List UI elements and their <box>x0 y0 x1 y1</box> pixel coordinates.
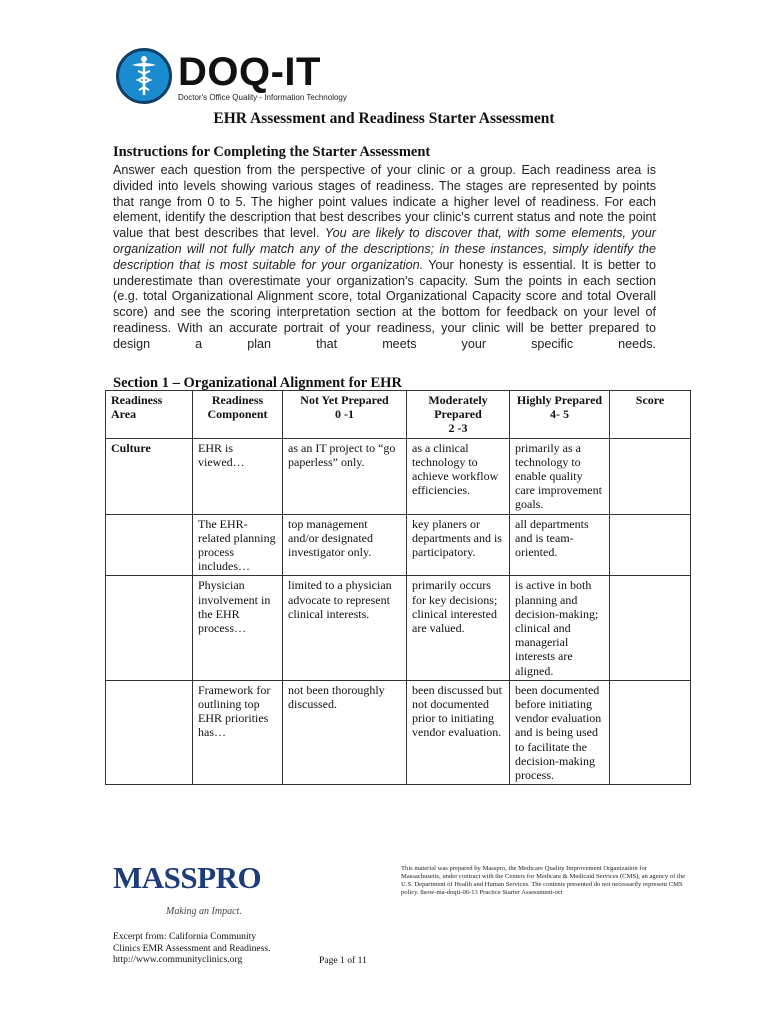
cell-score[interactable] <box>610 438 691 514</box>
cell-component: Physician involvement in the EHR process… <box>193 576 283 680</box>
section-title: Section 1 – Organizational Alignment for EHR <box>113 375 402 391</box>
cell-not-yet: not been thoroughly discussed. <box>283 680 407 784</box>
table-header-row <box>106 391 691 439</box>
header-not-yet-prepared <box>283 391 407 439</box>
doq-it-logo <box>116 48 356 108</box>
document-title: EHR Assessment and Readiness Starter Assessment <box>213 110 555 127</box>
header-score: Score <box>610 391 691 439</box>
masspro-logo: MASSPRO <box>113 860 262 895</box>
assessment-table <box>105 390 691 785</box>
logo-wordmark: DOQ-IT <box>178 50 321 94</box>
cell-high: all departments and is team-oriented. <box>510 514 610 576</box>
not-yet-range: 0 -1 <box>335 407 354 422</box>
cell-not-yet: top management and/or designated investigator only. <box>283 514 407 576</box>
caduceus-icon <box>116 48 172 104</box>
moderate-label: Moderately Prepared <box>428 393 488 422</box>
high-range: 4- 5 <box>550 407 569 422</box>
table-row <box>106 576 691 680</box>
cell-high: primarily as a technology to enable quality care improvement goals. <box>510 438 610 514</box>
cell-not-yet: limited to a physician advocate to represent clinical interests. <box>283 576 407 680</box>
moderate-range: 2 -3 <box>448 421 468 436</box>
header-readiness-area: Readiness Area <box>106 391 193 439</box>
cell-moderate: primarily occurs for key decisions; clinical interested are valued. <box>407 576 510 680</box>
table-row <box>106 438 691 514</box>
cell-area <box>106 680 193 784</box>
high-label: Highly Prepared <box>516 393 603 407</box>
instructions-heading: Instructions for Completing the Starter Assessment <box>113 144 431 160</box>
excerpt-note <box>113 931 271 966</box>
excerpt-link[interactable]: http://www.communityclinics.org <box>113 954 243 966</box>
cell-moderate: been discussed but not documented prior to initiating vendor evaluation. <box>407 680 510 784</box>
cell-component: Framework for outlining top EHR priorities has… <box>193 680 283 784</box>
footer-disclaimer: This material was prepared by Masspro, the Medicare Quality Improvement Organization for Massachusetts, under contract with the Centers for Medicare & Medicaid Services (CMS), an agency of the U.S. Department of Health and Human Services. The contents presented do not necessarily represent CMS policy. 8sow-ma-doqit-06-13 Practice Starter Assessment-oct <box>401 865 685 896</box>
excerpt-line-1: Excerpt from: California Community <box>113 931 257 942</box>
page-number: Page 1 of 11 <box>319 955 367 966</box>
header-moderately-prepared <box>407 391 510 439</box>
cell-area: Culture <box>106 438 193 514</box>
cell-moderate: key planers or departments and is participatory. <box>407 514 510 576</box>
excerpt-line-2: Clinics EMR Assessment and Readiness. <box>113 942 271 954</box>
cell-score[interactable] <box>610 680 691 784</box>
masspro-tagline: Making an Impact. <box>166 906 242 917</box>
header-readiness-component: Readiness Component <box>193 391 283 439</box>
cell-score[interactable] <box>610 576 691 680</box>
cell-high: is active in both planning and decision-making; clinical and managerial interests are aligned. <box>510 576 610 680</box>
instructions-text-1: Answer each question from the perspective of your clinic or a group. Each readiness area is divided into levels showing various stages of readiness. The stages are represented by points that range from 0 to 5. The higher point values indicate a higher level of readiness. For each element, identify the description that best describes your clinic's current status and note the point value that best describes that level. <box>113 163 656 241</box>
header-highly-prepared <box>510 391 610 439</box>
not-yet-label: Not Yet Prepared <box>300 393 389 407</box>
cell-area <box>106 514 193 576</box>
table-row <box>106 680 691 784</box>
cell-moderate: as a clinical technology to achieve workflow efficiencies. <box>407 438 510 514</box>
cell-high: been documented before initiating vendor evaluation and is being used to facilitate the decision-making process. <box>510 680 610 784</box>
cell-score[interactable] <box>610 514 691 576</box>
cell-component: The EHR-related planning process includes… <box>193 514 283 576</box>
cell-not-yet: as an IT project to “go paperless” only. <box>283 438 407 514</box>
cell-component: EHR is viewed… <box>193 438 283 514</box>
instructions-text-italic: You are likely to discover that, with some elements, your organization will not fully match any of the descriptions; in these instances, simply identify the description that is most suitable for your organization. <box>113 226 656 272</box>
cell-area <box>106 576 193 680</box>
logo-subtitle: Doctor's Office Quality - Information Technology <box>178 93 347 102</box>
instructions-text-2: Your honesty is essential. It is better to underestimate than overestimate your organization's capacity. Sum the points in each section (e.g. total Organizational Alignment score, total Organizational Capacity score and total Overall score) and see the scoring interpretation section at the bottom for feedback on your level of readiness. With an accurate portrait of your readiness, your clinic will be better prepared to design a plan that meets your specific needs. <box>113 257 656 351</box>
table-row <box>106 514 691 576</box>
instructions-body <box>113 163 656 353</box>
